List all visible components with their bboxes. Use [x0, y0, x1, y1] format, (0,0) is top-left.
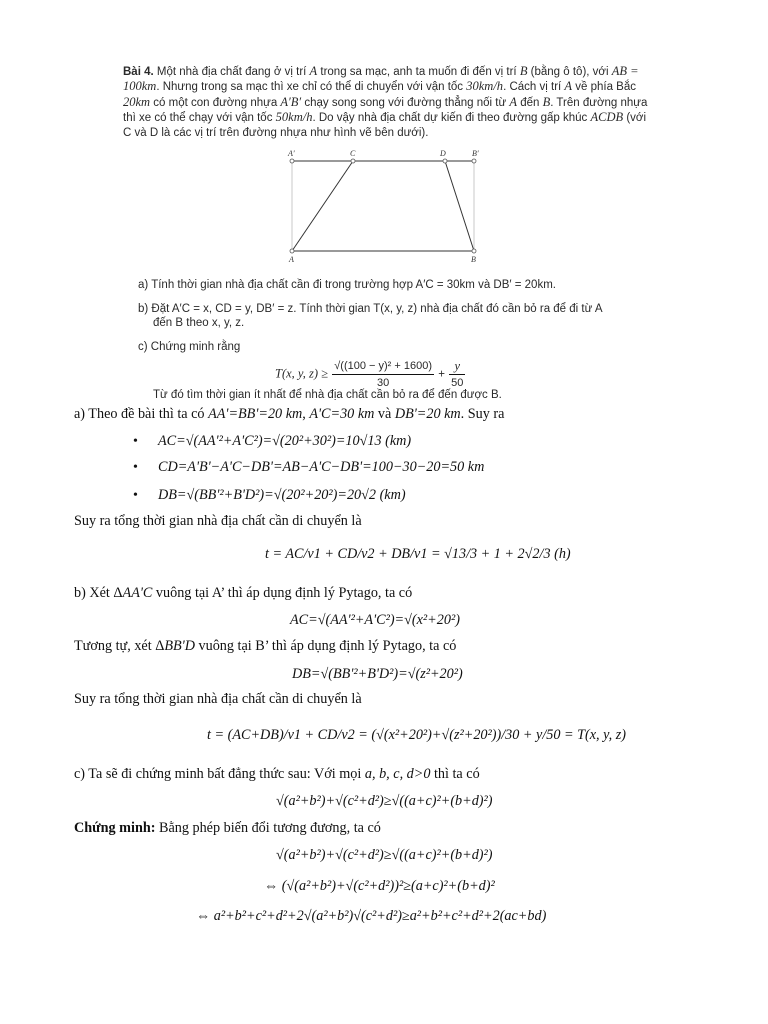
- bullet-2: •: [133, 460, 138, 475]
- segment-ac: [292, 161, 353, 251]
- segment-db: [445, 161, 474, 251]
- formula-db-z: DB=√(BB'²+B'D²)=√(z²+20²): [292, 666, 463, 682]
- trapezoid-figure: [282, 148, 492, 268]
- question-b-line2: đến B theo x, y, z.: [153, 317, 245, 329]
- question-c-conclusion: Từ đó tìm thời gian ít nhất để nhà địa chất cần bỏ ra để đến được B.: [153, 389, 502, 401]
- formula-ac: AC=√(AA'²+A'C²)=√(20²+30²)=10√13 (km): [158, 433, 412, 449]
- bullet-1: •: [133, 434, 138, 449]
- time-formula-2: t = (AC+DB)/v1 + CD/v2 = (√(x²+20²)+√(z²+20²))/30 + y/50 = T(x, y, z): [207, 727, 626, 743]
- problem-statement: Bài 4. Một nhà địa chất đang ở vị trí A trong sa mạc, anh ta muốn đi đến vị trí B (bằng ô tô), với AB = 100km. Nhưng trong sa mạc thì xe chỉ có thể di chuyển với vận tốc 30km/h. Cách vị trí A về phía Bắc 20km có một con đường nhựa A′B′ chạy song song với đường thẳng nối từ A đến B. Trên đường nhựa thì xe có thể chạy với vận tốc 50km/h. Do vậy nhà địa chất dự kiến đi theo đường gấp khúc ACDB (với C và D là các vị trí trên đường nhựa như hình vẽ bên dưới).: [123, 64, 648, 139]
- inequality-4: ⇔ a²+b²+c²+d²+2√(a²+b²)√(c²+d²)≥a²+b²+c²+d²+2(ac+bd): [196, 908, 547, 924]
- label-b: B: [471, 255, 476, 264]
- formula-ac-x: AC=√(AA'²+A'C²)=√(x²+20²): [290, 612, 460, 628]
- solution-b-intro: b) Xét ΔAA'C vuông tại A’ thì áp dụng định lý Pytago, ta có: [74, 585, 413, 601]
- label-a-prime: A′: [288, 149, 295, 158]
- label-c: C: [350, 149, 356, 158]
- bullet-3: •: [133, 488, 138, 503]
- solution-b-intro-2: Tương tự, xét ΔBB'D vuông tại B’ thì áp dụng định lý Pytago, ta có: [74, 638, 457, 654]
- sum-text-2: Suy ra tổng thời gian nhà địa chất cần di chuyển là: [74, 691, 362, 707]
- label-a: A: [289, 255, 294, 264]
- inequality-display: T(x, y, z) ≥ $\frac{\text{√((100 − y)² + 1600)}}{30}$ + $\frac{y}{50}$: [275, 359, 464, 389]
- problem-number: Bài 4.: [123, 66, 154, 78]
- sum-text-1: Suy ra tổng thời gian nhà địa chất cần di chuyển là: [74, 513, 362, 529]
- inequality-3: ⇔ (√(a²+b²)+√(c²+d²))²≥(a+c)²+(b+d)²: [264, 878, 495, 894]
- question-b-line1: b) Đặt A′C = x, CD = y, DB′ = z. Tính thời gian T(x, y, z) nhà địa chất đó cần bỏ ra để đi từ A: [138, 303, 603, 315]
- formula-cd: CD=A'B'−A'C−DB'=AB−A'C−DB'=100−30−20=50 km: [158, 459, 485, 475]
- formula-db: DB=√(BB'²+B'D²)=√(20²+20²)=20√2 (km): [158, 487, 406, 503]
- label-d: D: [440, 149, 446, 158]
- proof-intro: Chứng minh: Bằng phép biến đổi tương đương, ta có: [74, 820, 381, 836]
- question-a: a) Tính thời gian nhà địa chất cần đi trong trường hợp A′C = 30km và DB′ = 20km.: [138, 279, 556, 291]
- time-formula-1: t = AC/v1 + CD/v2 + DB/v1 = √13/3 + 1 + 2√2/3 (h): [265, 546, 571, 562]
- question-c: c) Chứng minh rằng: [138, 341, 241, 353]
- solution-c-intro: c) Ta sẽ đi chứng minh bất đẳng thức sau: Với mọi a, b, c, d>0 thì ta có: [74, 766, 480, 782]
- label-b-prime: B′: [472, 149, 479, 158]
- inequality-2: √(a²+b²)+√(c²+d²)≥√((a+c)²+(b+d)²): [276, 847, 493, 863]
- inequality-1: √(a²+b²)+√(c²+d²)≥√((a+c)²+(b+d)²): [276, 793, 493, 809]
- solution-a-intro: a) Theo đề bài thì ta có AA'=BB'=20 km, A'C=30 km và DB'=20 km. Suy ra: [74, 406, 505, 422]
